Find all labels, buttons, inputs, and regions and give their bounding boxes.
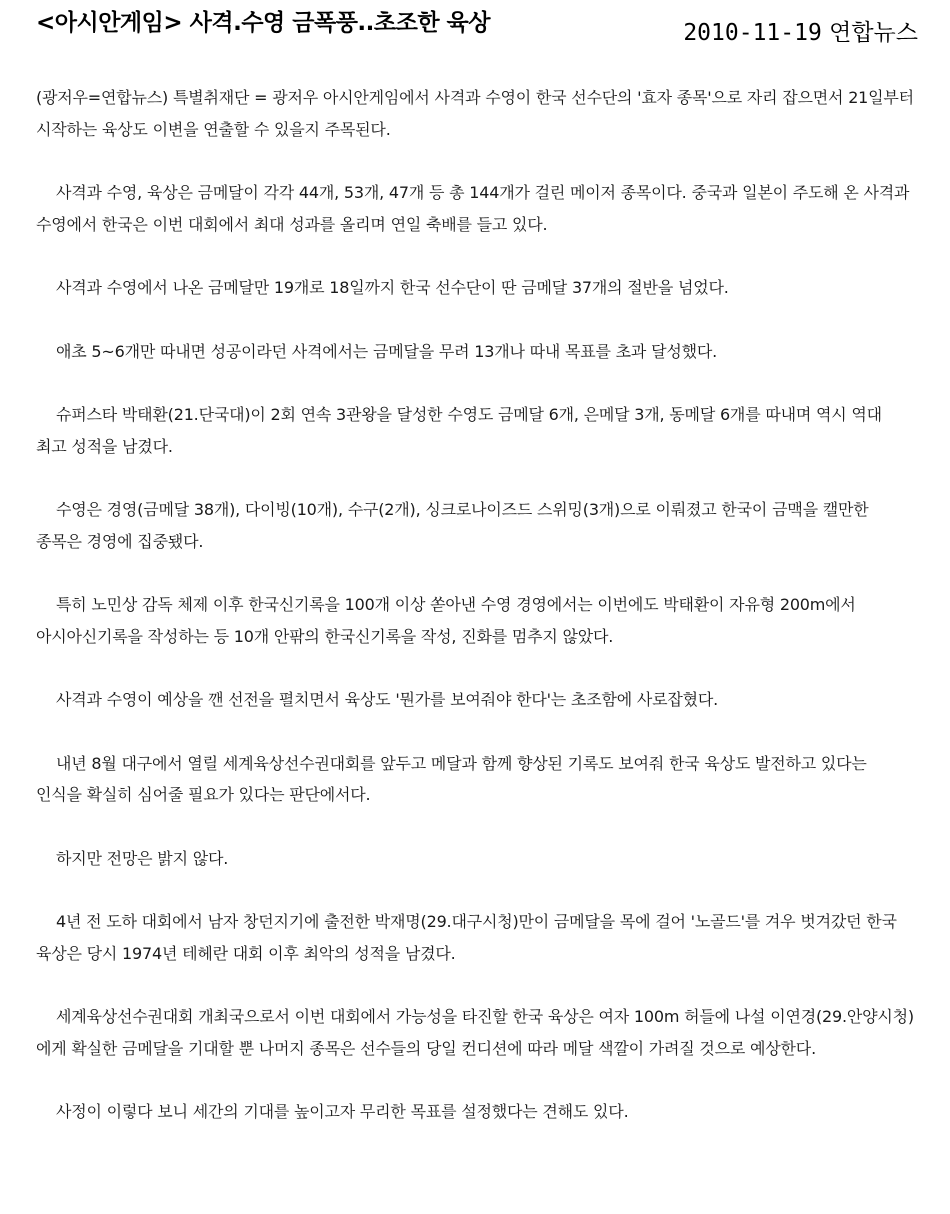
paragraph-9: 내년 8월 대구에서 열릴 세계육상선수권대회를 앞두고 메달과 함께 향상된 기록도 보여줘 한국 육상도 발전하고 있다는 인식을 확실히 심어줄 필요가 있다는 판단에서다. bbox=[36, 753, 867, 804]
paragraph-11: 4년 전 도하 대회에서 남자 창던지기에 출전한 박재명(29.대구시청)만이 금메달을 목에 걸어 '노골드'를 겨우 벗겨갔던 한국 육상은 당시 1974년 테헤란 대회 이후 최악의 성적을 남겼다. bbox=[36, 912, 897, 963]
paragraph-4: 애초 5~6개만 따내면 성공이라던 사격에서는 금메달을 무려 13개나 따내 목표를 초과 달성했다. bbox=[56, 341, 717, 361]
article-headline: <아시안게임> 사격.수영 금폭풍..초조한 육상 bbox=[36, 10, 490, 36]
paragraph-8: 사격과 수영이 예상을 깬 선전을 펼치면서 육상도 '뭔가를 보여줘야 한다'는 초조함에 사로잡혔다. bbox=[56, 690, 719, 709]
paragraph-6: 수영은 경영(금메달 38개), 다이빙(10개), 수구(2개), 싱크로나이즈드 스위밍(3개)으로 이뤄졌고 한국이 금맥을 캘만한 종목은 경영에 집중됐다. bbox=[36, 500, 869, 551]
paragraph-2: 사격과 수영, 육상은 금메달이 각각 44개, 53개, 47개 등 총 144개가 걸린 메이저 종목이다. 중국과 일본이 주도해 온 사격과 수영에서 한국은 이번 대회에서 최대 성과를 올리며 연일 축배를 들고 있다. bbox=[36, 183, 910, 234]
paragraph-1: (광저우=연합뉴스) 특별취재단 = 광저우 아시안게임에서 사격과 수영이 한국 선수단의 '효자 종목'으로 자리 잡으면서 21일부터 시작하는 육상도 이변을 연출할 수 있을지 주목된다. bbox=[36, 88, 914, 139]
paragraph-3: 사격과 수영에서 나온 금메달만 19개로 18일까지 한국 선수단이 딴 금메달 37개의 절반을 넘었다. bbox=[56, 278, 729, 297]
paragraph-10: 하지만 전망은 밝지 않다. bbox=[56, 848, 229, 868]
paragraph-13: 사정이 이렇다 보니 세간의 기대를 높이고자 무리한 목표를 설정했다는 견해도 있다. bbox=[56, 1102, 629, 1121]
paragraph-5: 슈퍼스타 박태환(21.단국대)이 2회 연속 3관왕을 달성한 수영도 금메달 6개, 은메달 3개, 동메달 6개를 따내며 역시 역대 최고 성적을 남겼다. bbox=[36, 405, 882, 456]
paragraph-7: 특히 노민상 감독 체제 이후 한국신기록을 100개 이상 쏟아낸 수영 경영에서는 이번에도 박태환이 자유형 200m에서 아시아신기록을 작성하는 등 10개 안팎의 한국신기록을 작성, 진화를 멈추지 않았다. bbox=[36, 595, 856, 646]
article-body bbox=[36, 82, 916, 1160]
article-date: 2010-11-19 bbox=[683, 20, 822, 46]
article-source: 연합뉴스 bbox=[829, 20, 918, 46]
article-dateline bbox=[683, 14, 918, 47]
paragraph-12: 세계육상선수권대회 개최국으로서 이번 대회에서 가능성을 타진할 한국 육상은 여자 100m 허들에 나설 이연경(29.안양시청)에게 확실한 금메달을 기대할 뿐 나머지 종목은 선수들의 당일 컨디션에 따라 메달 색깔이 가려질 것으로 예상한다. bbox=[36, 1007, 914, 1058]
